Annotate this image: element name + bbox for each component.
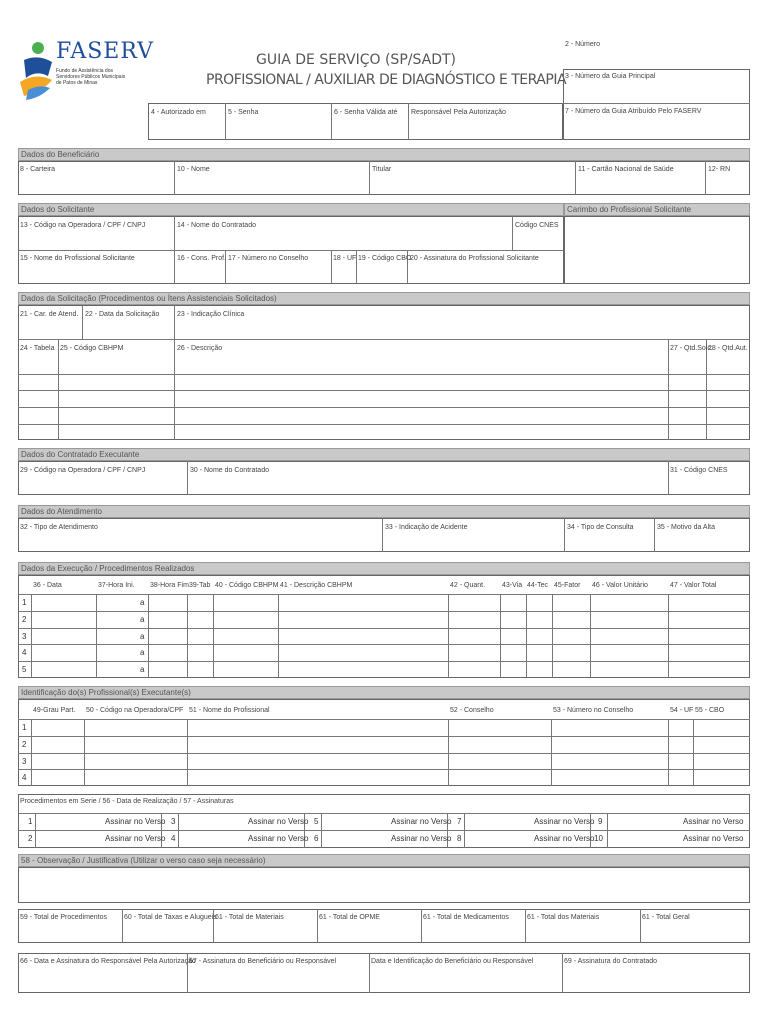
senha-label: 5 - Senha <box>228 109 259 116</box>
exec-hora-fim-label: 38-Hora Fim <box>150 582 189 589</box>
assinar-verso: Assinar no Verso <box>534 834 595 843</box>
logo-subtitle-3: de Patos de Minas <box>56 80 98 86</box>
data-solicitacao-label: 22 - Data da Solicitação <box>85 311 160 318</box>
serie-num: 3 <box>171 817 176 826</box>
exec-row-num: 1 <box>22 598 27 607</box>
form-title-line2: PROFISSIONAL / AUXILIAR DE DIAGNÓSTICO E TERAPIA <box>206 72 567 88</box>
serie-num: 10 <box>594 834 603 843</box>
execucao-block <box>18 575 750 678</box>
car-atend-label: 21 - Car. de Atend. <box>20 311 79 318</box>
section-solicitacao: Dados da Solicitação (Procedimentos ou Ítens Assistenciais Solicitados) <box>18 292 750 305</box>
section-executante: Dados do Contratado Executante <box>18 448 750 461</box>
total-taxas-label: 60 - Total de Taxas e Alugueis <box>124 914 217 921</box>
exec-time-separator: a <box>140 648 145 657</box>
total-dos-materiais-label: 61 - Total dos Materiais <box>527 914 600 921</box>
exec-valor-unitario-label: 46 - Valor Unitário <box>592 582 648 589</box>
guia-principal-label: 3 - Número da Guia Principal <box>565 73 656 80</box>
exec-quant-label: 42 - Quant. <box>450 582 486 589</box>
assinar-verso: Assinar no Verso <box>248 834 309 843</box>
total-procedimentos-label: 59 - Total de Procedimentos <box>20 914 108 921</box>
nome-contratado-exec-label: 30 - Nome do Contratado <box>190 467 269 474</box>
serie-num: 5 <box>314 817 319 826</box>
form-title-line1: GUIA DE SERVIÇO (SP/SADT) <box>256 52 456 68</box>
responsavel-autorizacao-label: Responsável Pela Autorização <box>411 109 506 116</box>
exec-fator-label: 45-Fator <box>554 582 581 589</box>
tabela-label: 24 - Tabela <box>20 345 55 352</box>
numero-conselho-solic-label: 17 - Número no Conselho <box>228 255 309 262</box>
senha-valida-label: 6 - Senha Válida até <box>334 109 398 116</box>
prof-numero-conselho-label: 53 - Número no Conselho <box>553 707 634 714</box>
prof-row-num: 4 <box>22 773 27 782</box>
serie-title: Procedimentos em Serie / 56 - Data de Realização / 57 - Assinaturas <box>20 798 234 805</box>
cons-prof-label: 16 - Cons. Prof. <box>177 255 227 262</box>
cartao-sus-label: 11 - Cartão Nacional de Saúde <box>578 166 674 173</box>
exec-via-label: 43-Via <box>502 582 523 589</box>
section-carimbo: Carimbo do Profissional Solicitante <box>564 203 750 216</box>
serie-num: 8 <box>457 834 462 843</box>
prof-row-num: 3 <box>22 757 27 766</box>
assinar-verso: Assinar no Verso <box>105 817 166 826</box>
nome-profissional-solic-label: 15 - Nome do Profissional Solicitante <box>20 255 135 262</box>
exec-row-num: 5 <box>22 665 27 674</box>
atendimento-row <box>18 518 750 552</box>
serie-num: 2 <box>28 834 33 843</box>
section-solicitante: Dados do Solicitante <box>18 203 564 216</box>
prof-row-num: 1 <box>22 723 27 732</box>
assinatura-beneficiario-label: 67 - Assinatura do Beneficiário ou Responsável <box>189 958 337 965</box>
serie-num: 7 <box>457 817 462 826</box>
serie-num: 9 <box>598 817 603 826</box>
serie-num: 6 <box>314 834 319 843</box>
assinar-verso: Assinar no Verso <box>105 834 166 843</box>
assinar-verso: Assinar no Verso <box>534 817 595 826</box>
codigo-cnes-solic-label: Código CNES <box>515 222 559 229</box>
indicacao-clinica-label: 23 - Indicação Clínica <box>177 311 245 318</box>
indicacao-acidente-label: 33 - Indicação de Acidente <box>385 524 468 531</box>
qtd-aut-label: 28 - Qtd.Aut. <box>708 345 748 352</box>
prof-grau-part-label: 49-Grau Part. <box>33 707 76 714</box>
rn-label: 12- RN <box>708 166 731 173</box>
titular-label: Titular <box>372 166 392 173</box>
prof-row-num: 2 <box>22 740 27 749</box>
tipo-consulta-label: 34 - Tipo de Consulta <box>567 524 634 531</box>
uf-solic-label: 18 - UF <box>333 255 357 262</box>
assinar-verso: Assinar no Verso <box>248 817 309 826</box>
numero-label: 2 - Número <box>565 41 601 48</box>
nome-beneficiario-label: 10 - Nome <box>177 166 210 173</box>
prof-conselho-label: 52 - Conselho <box>450 707 494 714</box>
motivo-alta-label: 35 - Motivo da Alta <box>657 524 715 531</box>
faserv-logo <box>18 39 155 102</box>
exec-descricao-label: 41 - Descrição CBHPM <box>280 582 353 589</box>
total-opme-label: 61 - Total de OPME <box>319 914 380 921</box>
total-materiais-label: 61 - Total de Materiais <box>215 914 284 921</box>
exec-time-separator: a <box>140 615 145 624</box>
assinar-verso: Assinar no Verso <box>391 834 452 843</box>
assinatura-autorizacao-label: 66 - Data e Assinatura do Responsável Pela Autorização <box>20 958 196 965</box>
carimbo-field[interactable] <box>564 216 750 284</box>
codigo-operadora-solic-label: 13 - Código na Operadora / CPF / CNPJ <box>20 222 146 229</box>
section-observacao: 58 - Observação / Justificativa (Utilizar o verso caso seja necessário) <box>18 854 750 867</box>
exec-valor-total-label: 47 - Valor Total <box>670 582 717 589</box>
logo-text: FASERV <box>56 39 155 64</box>
observacao-field[interactable] <box>18 867 750 903</box>
qtd-solic-label: 27 - Qtd.Solc. <box>670 345 713 352</box>
prof-cbo-label: 55 - CBO <box>695 707 725 714</box>
exec-codigo-cbhpm-label: 40 - Código CBHPM <box>215 582 279 589</box>
codigo-cbo-label: 19 - Código CBO <box>358 255 412 262</box>
prof-nome-label: 51 - Nome do Profissional <box>189 707 270 714</box>
tipo-atendimento-label: 32 - Tipo de Atendimento <box>20 524 98 531</box>
total-geral-label: 61 - Total Geral <box>642 914 690 921</box>
logo-figure-icon <box>18 40 54 102</box>
carteira-label: 8 - Carteira <box>20 166 56 173</box>
assinar-verso: Assinar no Verso <box>391 817 452 826</box>
assinar-verso: Assinar no Verso <box>683 834 744 843</box>
exec-tec-label: 44-Tec <box>527 582 549 589</box>
exec-row-num: 2 <box>22 615 27 624</box>
numero-guia-faserv-label: 7 - Número da Guia Atribuído Pelo FASERV <box>565 108 702 115</box>
exec-data-label: 36 - Data <box>33 582 62 589</box>
solicitacao-block <box>18 305 750 440</box>
assinar-verso: Assinar no Verso <box>683 817 744 826</box>
codigo-cnes-exec-label: 31 - Código CNES <box>670 467 728 474</box>
serie-num: 1 <box>28 817 33 826</box>
assinatura-contratado-label: 69 - Assinatura do Contratado <box>564 958 658 965</box>
section-atendimento: Dados do Atendimento <box>18 505 750 518</box>
prof-uf-label: 54 - UF <box>670 707 694 714</box>
codigo-cbhpm-solic-label: 25 - Código CBHPM <box>60 345 124 352</box>
descricao-label: 26 - Descrição <box>177 345 223 352</box>
section-execucao: Dados da Execução / Procedimentos Realizados <box>18 562 750 575</box>
codigo-operadora-exec-label: 29 - Código na Operadora / CPF / CNPJ <box>20 467 146 474</box>
exec-hora-ini-label: 37-Hora Ini. <box>98 582 135 589</box>
section-profissionais: Identificação do(s) Profissional(s) Executante(s) <box>18 686 750 699</box>
exec-tab-label: 39-Tab <box>189 582 211 589</box>
logo-subtitle-1: Fundo de Assistência dos <box>56 68 113 74</box>
exec-time-separator: a <box>140 632 145 641</box>
autorizado-em-label: 4 - Autorizado em <box>151 109 206 116</box>
prof-codigo-operadora-label: 50 - Código na Operadora/CPF <box>86 707 184 714</box>
serie-num: 4 <box>171 834 176 843</box>
section-beneficiario: Dados do Beneficiário <box>18 148 750 161</box>
exec-time-separator: a <box>140 598 145 607</box>
total-medicamentos-label: 61 - Total de Medicamentos <box>423 914 509 921</box>
logo-subtitle-2: Servidores Públicos Municipais <box>56 74 126 80</box>
identificacao-beneficiario-label: Data e Identificação do Beneficiário ou Responsável <box>371 958 534 965</box>
exec-row-num: 4 <box>22 648 27 657</box>
assinatura-solic-label: 20 - Assinatura do Profissional Solicitante <box>410 255 539 262</box>
exec-row-num: 3 <box>22 632 27 641</box>
nome-contratado-solic-label: 14 - Nome do Contratado <box>177 222 256 229</box>
exec-time-separator: a <box>140 665 145 674</box>
